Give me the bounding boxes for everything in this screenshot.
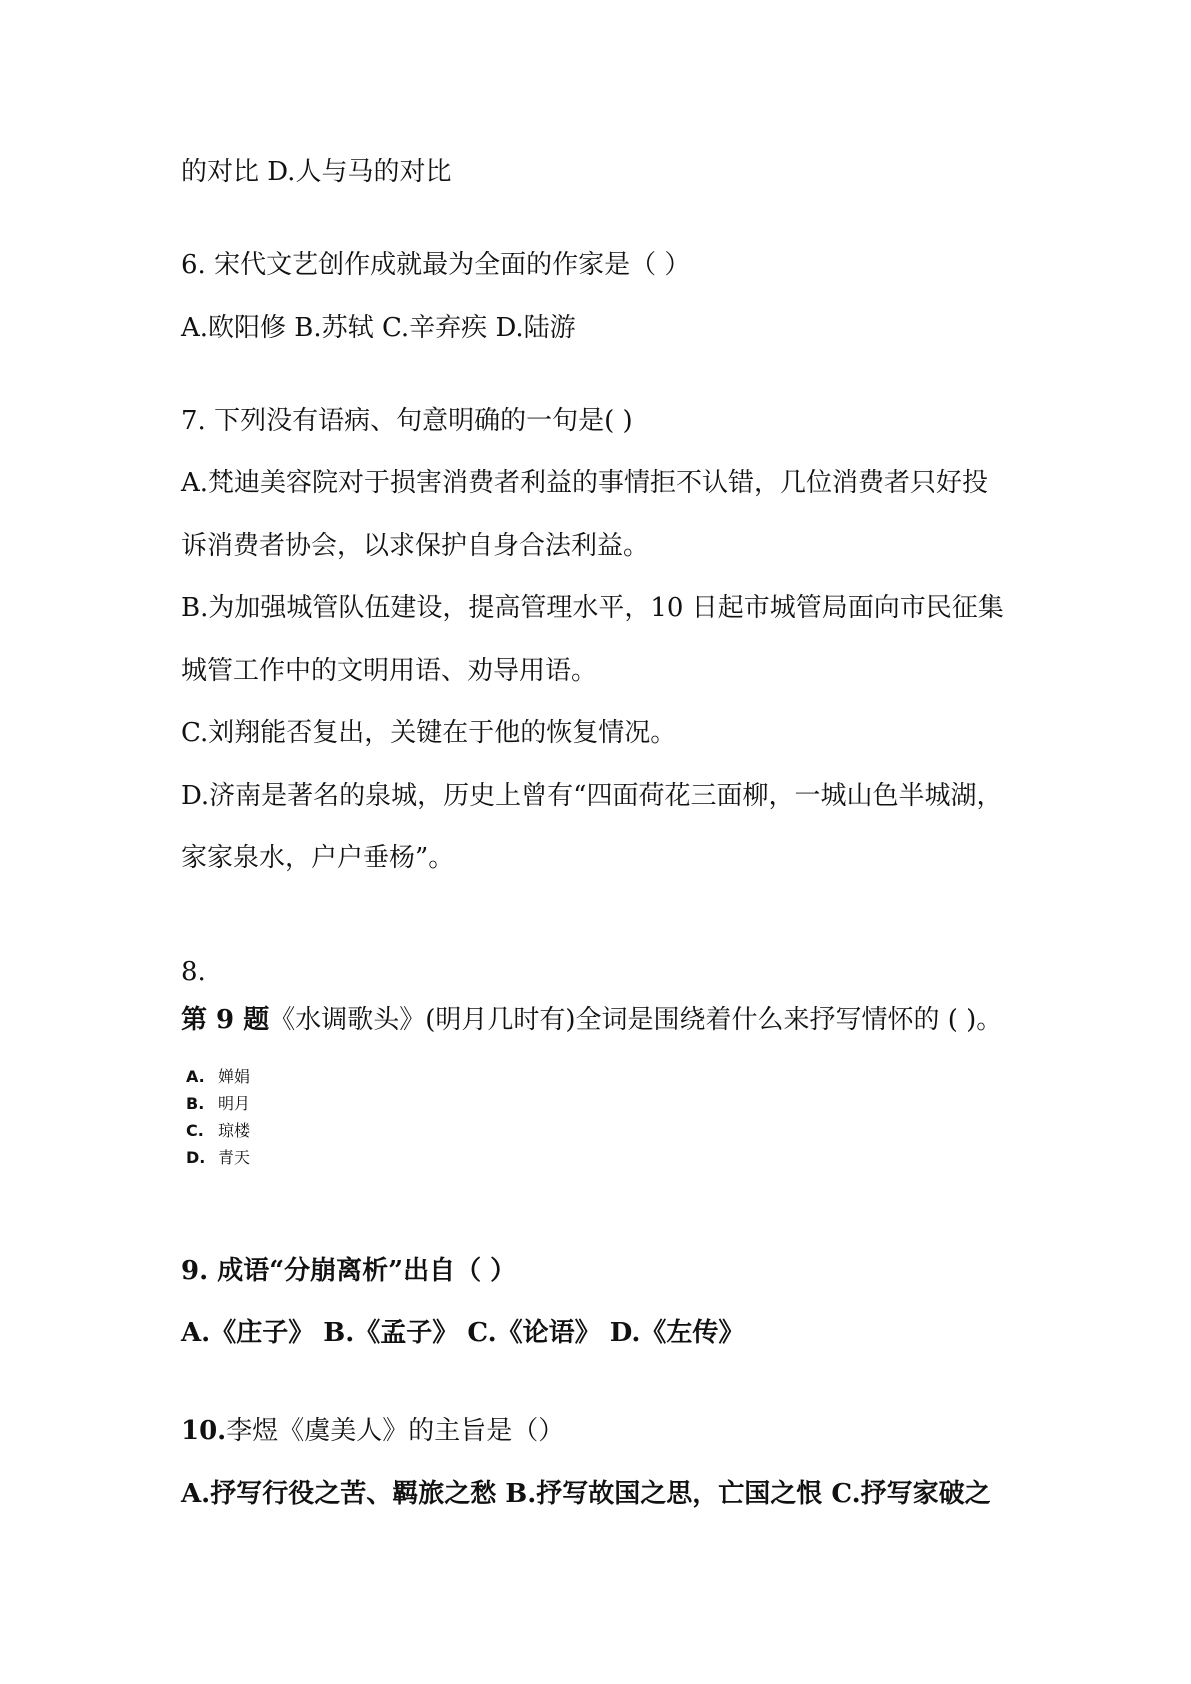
idiom-question: 9. 成语“分崩离析”出自（ ） bbox=[181, 1256, 517, 1286]
option-text: 青天 bbox=[218, 1148, 251, 1167]
option-text: 琼楼 bbox=[218, 1121, 251, 1140]
question-9-option-a bbox=[186, 1066, 250, 1088]
question-9-option-b bbox=[186, 1093, 250, 1115]
question-7: 7. 下列没有语病、句意明确的一句是( ) bbox=[181, 406, 633, 436]
option-letter: C. bbox=[186, 1121, 204, 1140]
question-10-text: 李煜《虞美人》的主旨是（） bbox=[226, 1416, 565, 1446]
option-letter: D. bbox=[186, 1148, 206, 1167]
question-10-number: 10. bbox=[181, 1416, 227, 1446]
question-7-option-d: D.济南是著名的泉城，历史上曾有“四面荷花三面柳，一城山色半城湖， bbox=[181, 781, 1003, 811]
question-7-option-a-cont: 诉消费者协会，以求保护自身合法利益。 bbox=[181, 531, 650, 561]
question-9-text: 《水调歌头》(明月几时有)全词是围绕着什么来抒写情怀的 ( )。 bbox=[269, 1005, 1003, 1035]
question-7-option-b: B.为加强城管队伍建设，提高管理水平，10 日起市城管局面向市民征集 bbox=[181, 593, 1004, 623]
question-6: 6. 宋代文艺创作成就最为全面的作家是（ ） bbox=[181, 250, 691, 280]
question-9-option-c bbox=[186, 1120, 250, 1142]
idiom-question-options: A.《庄子》 B.《孟子》 C.《论语》 D.《左传》 bbox=[181, 1318, 745, 1348]
question-9-title bbox=[181, 1003, 1002, 1037]
question-7-option-d-cont: 家家泉水，户户垂杨”。 bbox=[181, 843, 455, 873]
question-7-option-c: C.刘翔能否复出，关键在于他的恢复情况。 bbox=[181, 718, 677, 748]
question-6-options: A.欧阳修 B.苏轼 C.辛弃疾 D.陆游 bbox=[181, 313, 576, 343]
option-letter: B. bbox=[186, 1094, 205, 1113]
question-10-options: A.抒写行役之苦、羁旅之愁 B.抒写故国之思，亡国之恨 C.抒写家破之 bbox=[181, 1479, 991, 1509]
question-9-prefix: 第 9 题 bbox=[181, 1005, 270, 1035]
option-text: 婵娟 bbox=[218, 1067, 251, 1086]
question-7-option-b-cont: 城管工作中的文明用语、劝导用语。 bbox=[181, 656, 598, 686]
option-text: 明月 bbox=[218, 1094, 251, 1113]
text-line: 的对比 D.人与马的对比 bbox=[181, 157, 452, 187]
option-letter: A. bbox=[186, 1067, 205, 1086]
question-10 bbox=[181, 1414, 564, 1448]
question-7-option-a: A.梵迪美容院对于损害消费者利益的事情拒不认错，几位消费者只好投 bbox=[181, 468, 989, 498]
question-8-number: 8. bbox=[181, 957, 206, 987]
question-9-option-d bbox=[186, 1147, 250, 1169]
